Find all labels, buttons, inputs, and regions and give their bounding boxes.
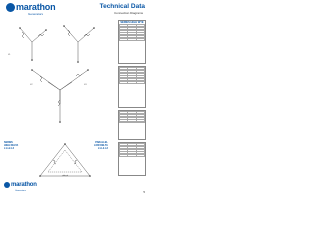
series-delta-line1: SERIES [4,141,13,144]
series-delta-label [4,142,18,150]
brand-logo [6,2,55,12]
parallel-delta-line1: PARALLEL [95,141,108,144]
diagram-label-l2: L2 [30,84,33,86]
footer-logo [4,182,37,188]
page-title: Technical Data [99,3,145,10]
parallel-delta-label [94,142,108,150]
footer-logo-mark-icon [4,182,10,188]
series-wye-title: SERIES HIGH WYE [120,21,144,24]
series-wye-grid [119,24,145,41]
brand-name: marathon [16,2,56,12]
low-wye-grid [119,67,145,84]
series-delta-line2: HIGH DELTA [4,143,19,147]
diagram-label-l1: L1 [8,54,11,56]
diagram-label-l3: L3 [84,84,87,86]
footer-brand-name: marathon [11,182,37,188]
parallel-delta-line3: L1-L2-L3 [97,146,108,150]
logo-mark-icon [6,3,15,12]
page-number: 5 [143,190,145,194]
dz-table [118,110,146,140]
dz-grid [119,111,145,123]
footer-brand-subtitle: Generators [15,190,26,192]
page-header [0,0,149,18]
parallel-delta-line2: LOW DELTA [94,143,108,147]
parallel-delta-table [118,142,146,176]
low-wye-table [118,66,146,108]
series-wye-table [118,20,146,64]
series-delta-line3: L1-L2-L3 [4,146,14,150]
brand-subtitle: Generators [28,12,44,16]
parallel-delta-grid [119,143,145,157]
page-subtitle: Connection Diagrams [114,11,143,15]
wye-diagrams [2,20,118,140]
